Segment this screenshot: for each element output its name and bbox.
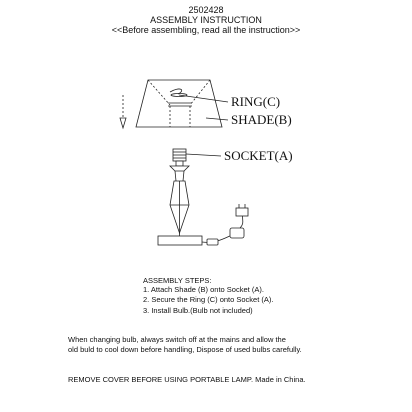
assembly-direction-arrow [120, 95, 126, 128]
power-cord-and-plug [202, 204, 248, 245]
read-instructions-note: <<Before assembling, read all the instruction>> [111, 25, 301, 35]
assembly-step: 1. Attach Shade (B) onto Socket (A). [143, 285, 264, 294]
shade-label: SHADE(B) [231, 112, 292, 127]
ring-label: RING(C) [231, 94, 281, 109]
bulb-warning-line-2: old buld to cool down before handling, Dispose of used bulbs carefully. [68, 345, 302, 354]
bulb-warning-line-1: When changing bulb, always switch off at the mains and allow the [68, 335, 286, 344]
assembly-step: 3. Install Bulb.(Bulb not included) [143, 306, 253, 315]
assembly-steps-heading: ASSEMBLY STEPS: [143, 276, 212, 285]
lamp-shade [136, 80, 222, 127]
socket-part [173, 149, 186, 161]
product-code: 2502428 [188, 5, 224, 15]
socket-label: SOCKET(A) [224, 148, 293, 163]
assembly-step: 2. Secure the Ring (C) onto Socket (A). [143, 295, 274, 304]
socket-leader-line [186, 154, 221, 156]
lamp-base-body [158, 161, 202, 245]
document-title: ASSEMBLY INSTRUCTION [150, 15, 262, 25]
footer-notice: REMOVE COVER BEFORE USING PORTABLE LAMP. Made in China. [68, 375, 306, 384]
